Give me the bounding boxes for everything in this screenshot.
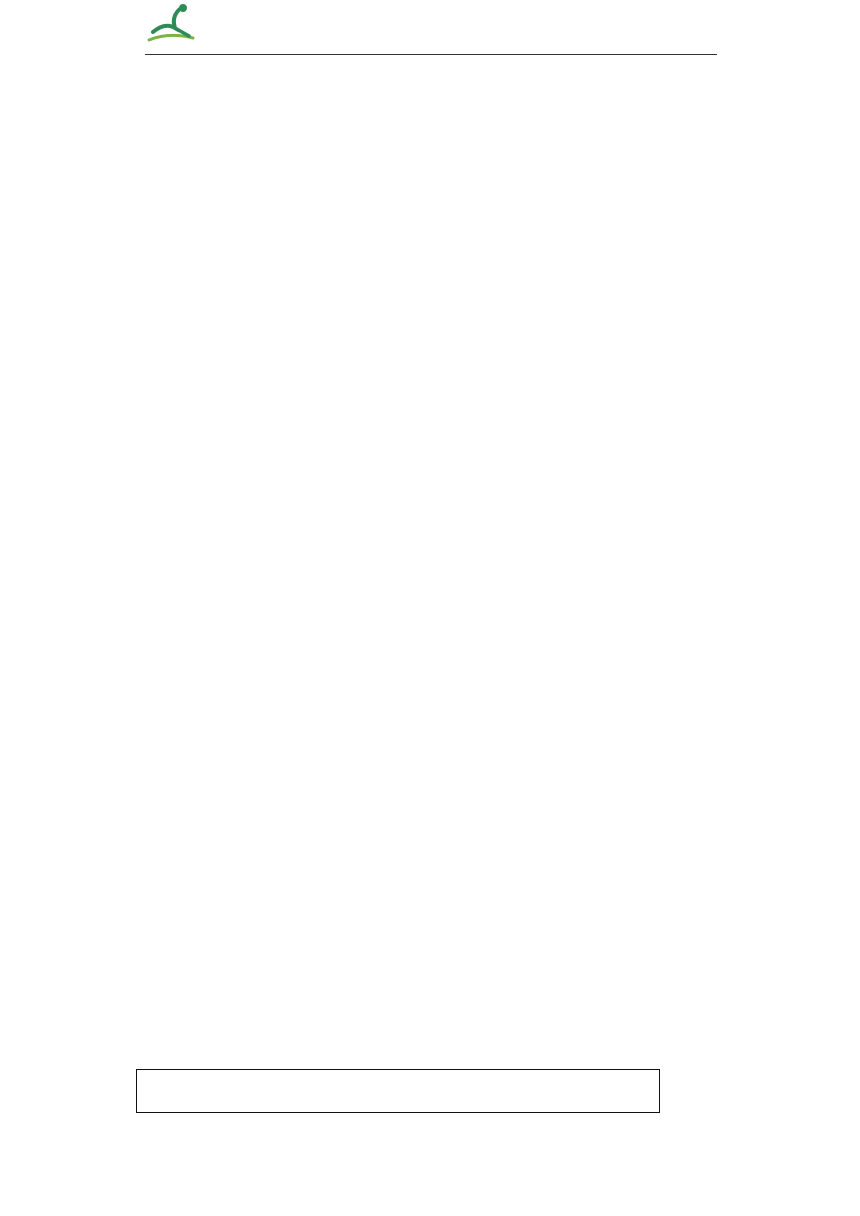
header-divider xyxy=(145,54,717,55)
word-box xyxy=(136,1069,660,1113)
logo-runner-icon xyxy=(145,2,315,46)
